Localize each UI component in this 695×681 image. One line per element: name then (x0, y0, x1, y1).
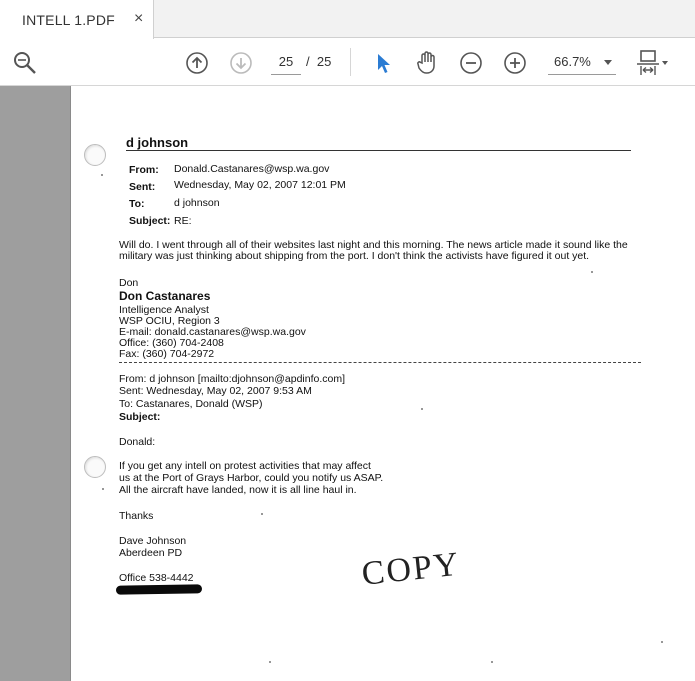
punch-hole (84, 456, 106, 478)
fit-page-icon[interactable] (632, 39, 672, 86)
search-icon[interactable] (10, 39, 40, 86)
select-cursor-icon[interactable] (368, 39, 398, 86)
zoom-in-icon[interactable] (500, 39, 530, 86)
scan-speck (491, 661, 493, 663)
reply-divider (119, 362, 641, 363)
chevron-down-icon (604, 60, 612, 65)
scan-speck (102, 488, 104, 490)
signature-name: Don Castanares (119, 289, 211, 303)
original-sent: Sent: Wednesday, May 02, 2007 9:53 AM (119, 385, 312, 397)
signer-org: Aberdeen PD (119, 547, 183, 559)
tab-bar (0, 0, 695, 38)
zoom-out-icon[interactable] (456, 39, 486, 86)
page-down-icon (226, 39, 256, 86)
signature-email: E-mail: donald.castanares@wsp.wa.gov (119, 326, 306, 338)
page-separator: / (306, 54, 310, 69)
redaction-mark (116, 584, 202, 594)
copy-stamp: COPY (360, 545, 463, 593)
message-line: If you get any intell on protest activities that may affect (119, 460, 371, 472)
scan-speck (269, 661, 271, 663)
sent-value: Wednesday, May 02, 2007 12:01 PM (174, 179, 346, 191)
subject-label: Subject: (129, 215, 171, 227)
to-label: To: (129, 198, 145, 210)
closing: Thanks (119, 510, 154, 522)
tab-intell-1-pdf[interactable] (0, 0, 154, 39)
subject-value: RE: (174, 215, 192, 227)
original-from: From: d johnson [mailto:djohnson@apdinfo.com] (119, 373, 346, 385)
page-number-input[interactable]: 25 (271, 51, 301, 75)
tab-close-icon[interactable]: × (134, 10, 144, 27)
greeting: Donald: (119, 436, 156, 448)
page-count (306, 54, 331, 69)
message-line: All the aircraft have landed, now it is all line haul in. (119, 484, 357, 496)
tab-title: INTELL 1.PDF (22, 12, 115, 28)
body-line: Will do. I went through all of their websites last night and this morning. The news article made it sound like the (119, 239, 628, 251)
signature-unit: WSP OCIU, Region 3 (119, 315, 220, 327)
pdf-page (70, 86, 695, 681)
toolbar (0, 39, 695, 86)
signer-office: Office 538-4442 (119, 572, 194, 584)
page-up-icon[interactable] (182, 39, 212, 86)
toolbar-divider (350, 48, 351, 76)
signer-name: Dave Johnson (119, 535, 187, 547)
signature-fax: Fax: (360) 704-2972 (119, 348, 215, 360)
original-to: To: Castanares, Donald (WSP) (119, 398, 263, 410)
zoom-value: 66.7% (554, 54, 591, 69)
punch-hole (84, 144, 106, 166)
scan-speck (421, 408, 423, 410)
message-line: us at the Port of Grays Harbor, could you notify us ASAP. (119, 472, 384, 484)
document-viewer[interactable] (0, 86, 695, 681)
hand-icon[interactable] (412, 39, 442, 86)
to-value: d johnson (174, 197, 220, 209)
body-line: military was just thinking about shipping from the port. I don't think the activists have figured it out yet. (119, 250, 590, 262)
signature-short: Don (119, 277, 139, 289)
signature-title: Intelligence Analyst (119, 304, 209, 316)
scan-speck (101, 174, 103, 176)
scan-speck (591, 271, 593, 273)
original-subject: Subject: (119, 411, 161, 423)
sent-label: Sent: (129, 181, 156, 193)
sender-name: d johnson (126, 135, 189, 150)
from-label: From: (129, 164, 159, 176)
scan-speck (261, 513, 263, 515)
scan-speck (661, 641, 663, 643)
signature-office: Office: (360) 704-2408 (119, 337, 224, 349)
from-value: Donald.Castanares@wsp.wa.gov (174, 163, 330, 175)
header-rule (126, 150, 631, 151)
page-total: 25 (316, 54, 332, 69)
zoom-select[interactable] (548, 51, 616, 75)
